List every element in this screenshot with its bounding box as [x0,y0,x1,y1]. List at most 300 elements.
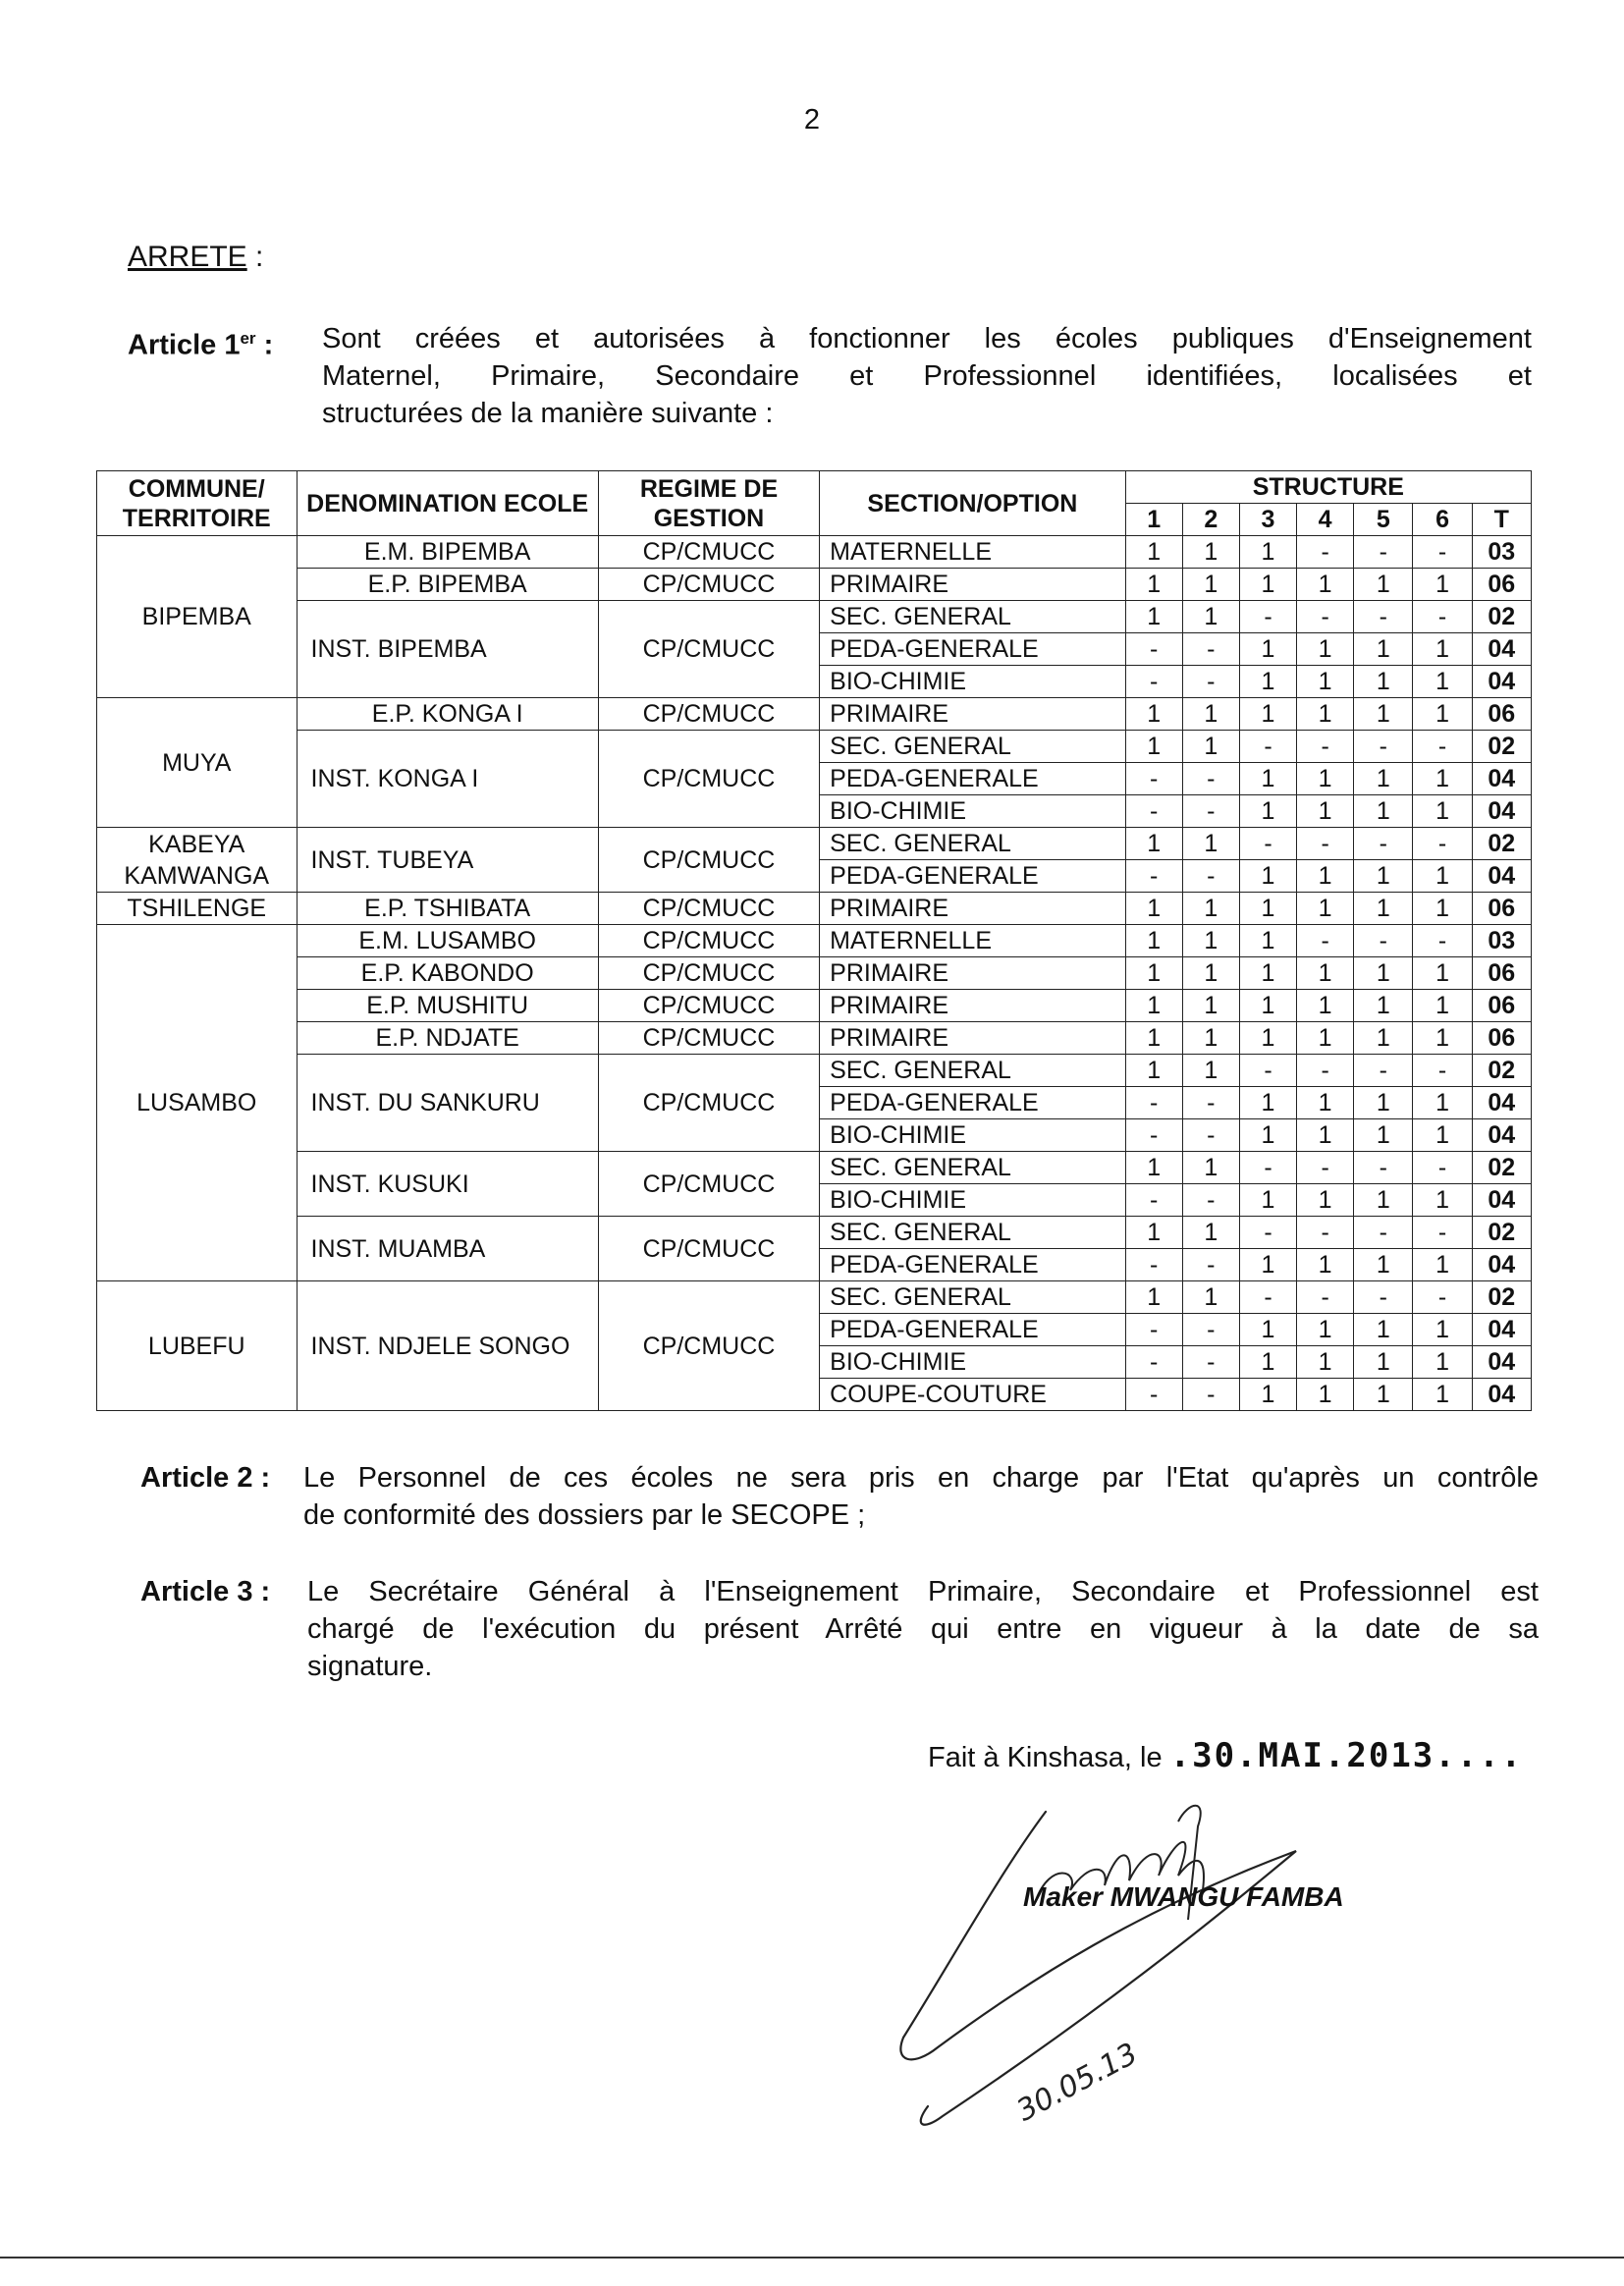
level-cell: 1 [1354,698,1413,731]
level-cell: - [1354,828,1413,860]
level-cell: 1 [1413,1087,1472,1119]
table-row [97,893,1532,925]
section-cell: BIO-CHIMIE [820,1184,1125,1217]
total-cell: 02 [1472,601,1531,633]
level-cell: 1 [1239,1379,1296,1411]
regime-cell: CP/CMUCC [598,828,819,893]
total-cell: 04 [1472,633,1531,666]
level-cell: 1 [1297,893,1354,925]
level-cell: 1 [1125,569,1182,601]
section-cell: MATERNELLE [820,925,1125,957]
level-cell: 1 [1354,569,1413,601]
total-cell: 02 [1472,1217,1531,1249]
level-cell: - [1297,731,1354,763]
section-cell: SEC. GENERAL [820,1152,1125,1184]
section-cell: BIO-CHIMIE [820,795,1125,828]
table-row [97,731,1532,763]
header-level-2: 2 [1182,504,1239,536]
signature-place: Fait à Kinshasa, le [928,1742,1163,1773]
article-1-line: structurées de la manière suivante : [322,398,774,429]
section-cell: PEDA-GENERALE [820,1314,1125,1346]
regime-cell: CP/CMUCC [598,925,819,957]
table-row [97,698,1532,731]
article-1-line: Maternel, Primaire, Secondaire et Professionnel identifiées, localisées et [322,360,1532,392]
level-cell: 1 [1354,1314,1413,1346]
table-row [97,990,1532,1022]
table-row [97,1281,1532,1314]
school-cell: INST. DU SANKURU [297,1055,598,1152]
level-cell: 1 [1297,569,1354,601]
heading-text: ARRETE [128,241,247,273]
level-cell: 1 [1182,957,1239,990]
level-cell: - [1125,1379,1182,1411]
table-row [97,569,1532,601]
article-3-line: signature. [307,1651,433,1682]
level-cell: - [1239,731,1296,763]
regime-cell: CP/CMUCC [598,1022,819,1055]
article-1-text [322,320,1532,432]
school-cell: E.P. BIPEMBA [297,569,598,601]
level-cell: 1 [1354,1379,1413,1411]
level-cell: 1 [1182,731,1239,763]
header-level-3: 3 [1239,504,1296,536]
section-cell: PRIMAIRE [820,957,1125,990]
section-cell: COUPE-COUTURE [820,1379,1125,1411]
level-cell: 1 [1413,860,1472,893]
school-cell: E.P. MUSHITU [297,990,598,1022]
decree-heading [128,241,263,274]
level-cell: - [1239,601,1296,633]
total-cell: 04 [1472,1379,1531,1411]
level-cell: - [1413,828,1472,860]
section-cell: PEDA-GENERALE [820,1087,1125,1119]
level-cell: 1 [1297,1346,1354,1379]
total-cell: 04 [1472,1087,1531,1119]
section-cell: PEDA-GENERALE [820,633,1125,666]
level-cell: - [1297,1217,1354,1249]
level-cell: 1 [1354,893,1413,925]
level-cell: 1 [1297,1022,1354,1055]
regime-cell: CP/CMUCC [598,536,819,569]
level-cell: 1 [1125,1022,1182,1055]
level-cell: - [1354,601,1413,633]
school-cell: INST. NDJELE SONGO [297,1281,598,1411]
level-cell: - [1297,601,1354,633]
header-denomination: DENOMINATION ECOLE [297,471,598,536]
level-cell: - [1413,1152,1472,1184]
level-cell: - [1413,1217,1472,1249]
section-cell: BIO-CHIMIE [820,1346,1125,1379]
level-cell: - [1413,925,1472,957]
section-cell: PEDA-GENERALE [820,860,1125,893]
section-cell: SEC. GENERAL [820,1055,1125,1087]
level-cell: 1 [1239,893,1296,925]
school-cell: E.P. TSHIBATA [297,893,598,925]
level-cell: 1 [1354,1184,1413,1217]
level-cell: 1 [1413,990,1472,1022]
article-3-label: Article 3 : [140,1576,271,1607]
header-commune: COMMUNE/ TERRITOIRE [97,471,298,536]
level-cell: 1 [1413,1022,1472,1055]
level-cell: 1 [1239,990,1296,1022]
level-cell: 1 [1297,633,1354,666]
level-cell: 1 [1125,698,1182,731]
level-cell: 1 [1125,601,1182,633]
handwritten-date-note: 30.05.13 [1010,2036,1144,2129]
header-level-6: 6 [1413,504,1472,536]
level-cell: 1 [1297,1184,1354,1217]
total-cell: 03 [1472,536,1531,569]
level-cell: 1 [1239,763,1296,795]
level-cell: - [1182,633,1239,666]
table-row [97,601,1532,633]
level-cell: - [1125,1314,1182,1346]
level-cell: 1 [1182,828,1239,860]
level-cell: - [1182,666,1239,698]
level-cell: 1 [1413,763,1472,795]
level-cell: - [1125,633,1182,666]
level-cell: 1 [1297,860,1354,893]
level-cell: - [1413,1055,1472,1087]
article-1-label-sup: er [240,329,256,348]
section-cell: PRIMAIRE [820,569,1125,601]
level-cell: 1 [1182,990,1239,1022]
level-cell: 1 [1239,666,1296,698]
level-cell: 1 [1239,569,1296,601]
level-cell: - [1354,1152,1413,1184]
level-cell: - [1182,1249,1239,1281]
level-cell: 1 [1125,990,1182,1022]
level-cell: 1 [1239,957,1296,990]
level-cell: 1 [1297,763,1354,795]
signature-date: .30.MAI.2013.... [1169,1736,1524,1775]
level-cell: 1 [1297,990,1354,1022]
level-cell: 1 [1413,633,1472,666]
level-cell: - [1413,601,1472,633]
header-level-5: 5 [1354,504,1413,536]
school-cell: INST. KONGA I [297,731,598,828]
regime-cell: CP/CMUCC [598,990,819,1022]
school-cell: E.P. KABONDO [297,957,598,990]
level-cell: - [1125,1087,1182,1119]
level-cell: 1 [1125,1055,1182,1087]
level-cell: - [1239,1281,1296,1314]
level-cell: - [1297,925,1354,957]
total-cell: 06 [1472,698,1531,731]
total-cell: 04 [1472,666,1531,698]
section-cell: SEC. GENERAL [820,1281,1125,1314]
article-3-line: Le Secrétaire Général à l'Enseignement Primaire, Secondaire et Professionnel est [307,1576,1539,1607]
level-cell: 1 [1354,1022,1413,1055]
total-cell: 06 [1472,1022,1531,1055]
page-number: 2 [803,104,821,136]
level-cell: 1 [1297,957,1354,990]
table-row [97,1217,1532,1249]
level-cell: 1 [1297,666,1354,698]
footer-rule [0,2257,1624,2259]
section-cell: PRIMAIRE [820,1022,1125,1055]
commune-cell: LUBEFU [97,1281,298,1411]
level-cell: 1 [1239,1119,1296,1152]
level-cell: 1 [1239,1184,1296,1217]
regime-cell: CP/CMUCC [598,601,819,698]
total-cell: 02 [1472,1055,1531,1087]
level-cell: - [1182,1119,1239,1152]
level-cell: 1 [1413,698,1472,731]
level-cell: 1 [1413,1184,1472,1217]
total-cell: 02 [1472,731,1531,763]
table-row [97,536,1532,569]
total-cell: 04 [1472,763,1531,795]
level-cell: 1 [1354,990,1413,1022]
total-cell: 06 [1472,990,1531,1022]
level-cell: 1 [1125,1152,1182,1184]
total-cell: 04 [1472,1249,1531,1281]
total-cell: 06 [1472,957,1531,990]
level-cell: 1 [1239,860,1296,893]
level-cell: 1 [1413,1119,1472,1152]
level-cell: 1 [1354,1119,1413,1152]
heading-colon: : [246,241,264,273]
level-cell: 1 [1239,698,1296,731]
table-row [97,828,1532,860]
level-cell: 1 [1125,731,1182,763]
commune-cell: KABEYA KAMWANGA [97,828,298,893]
level-cell: 1 [1125,536,1182,569]
section-cell: PEDA-GENERALE [820,763,1125,795]
regime-cell: CP/CMUCC [598,893,819,925]
header-level-4: 4 [1297,504,1354,536]
article-3-text [307,1573,1539,1685]
level-cell: 1 [1297,1379,1354,1411]
section-cell: PRIMAIRE [820,698,1125,731]
level-cell: - [1182,860,1239,893]
level-cell: - [1413,1281,1472,1314]
commune-cell: LUSAMBO [97,925,298,1281]
table-row [97,1055,1532,1087]
level-cell: 1 [1413,1379,1472,1411]
level-cell: - [1182,1314,1239,1346]
school-cell: E.M. BIPEMBA [297,536,598,569]
school-cell: INST. TUBEYA [297,828,598,893]
level-cell: 1 [1413,1249,1472,1281]
total-cell: 04 [1472,1184,1531,1217]
header-regime: REGIME DE GESTION [598,471,819,536]
level-cell: - [1297,1152,1354,1184]
level-cell: - [1413,536,1472,569]
table-row [97,925,1532,957]
level-cell: 1 [1413,1346,1472,1379]
level-cell: - [1297,828,1354,860]
level-cell: 1 [1239,1314,1296,1346]
level-cell: - [1354,536,1413,569]
level-cell: - [1239,1055,1296,1087]
level-cell: 1 [1354,633,1413,666]
total-cell: 02 [1472,828,1531,860]
level-cell: 1 [1413,893,1472,925]
level-cell: 1 [1413,1314,1472,1346]
level-cell: - [1125,1119,1182,1152]
article-2-line: Le Personnel de ces écoles ne sera pris en charge par l'Etat qu'après un contrôle [303,1462,1539,1494]
level-cell: 1 [1125,893,1182,925]
section-cell: PRIMAIRE [820,893,1125,925]
level-cell: - [1354,731,1413,763]
total-cell: 02 [1472,1152,1531,1184]
level-cell: 1 [1354,957,1413,990]
schools-body [97,536,1532,1411]
total-cell: 04 [1472,1314,1531,1346]
level-cell: 1 [1354,763,1413,795]
school-cell: E.P. KONGA I [297,698,598,731]
level-cell: 1 [1354,1087,1413,1119]
commune-cell: TSHILENGE [97,893,298,925]
level-cell: - [1182,1346,1239,1379]
level-cell: 1 [1125,1281,1182,1314]
level-cell: 1 [1182,569,1239,601]
header-level-7: T [1472,504,1531,536]
level-cell: 1 [1354,860,1413,893]
level-cell: 1 [1297,1314,1354,1346]
school-cell: INST. BIPEMBA [297,601,598,698]
article-1-line: Sont créées et autorisées à fonctionner les écoles publiques d'Enseignement [322,323,1532,354]
level-cell: - [1297,1281,1354,1314]
table-row [97,1152,1532,1184]
school-cell: E.M. LUSAMBO [297,925,598,957]
level-cell: - [1125,666,1182,698]
total-cell: 04 [1472,860,1531,893]
level-cell: 1 [1413,795,1472,828]
level-cell: 1 [1182,1217,1239,1249]
level-cell: - [1182,763,1239,795]
level-cell: 1 [1297,1087,1354,1119]
section-cell: BIO-CHIMIE [820,1119,1125,1152]
level-cell: 1 [1182,1281,1239,1314]
level-cell: 1 [1239,536,1296,569]
total-cell: 03 [1472,925,1531,957]
total-cell: 02 [1472,1281,1531,1314]
level-cell: - [1354,1281,1413,1314]
article-3-line: chargé de l'exécution du présent Arrêté qui entre en vigueur à la date de sa [307,1613,1539,1645]
school-cell: E.P. NDJATE [297,1022,598,1055]
schools-table [96,470,1532,1411]
level-cell: 1 [1354,666,1413,698]
handwritten-signature-icon [884,1782,1394,2155]
level-cell: - [1297,1055,1354,1087]
level-cell: 1 [1182,1055,1239,1087]
header-section: SECTION/OPTION [820,471,1125,536]
regime-cell: CP/CMUCC [598,957,819,990]
level-cell: 1 [1182,1022,1239,1055]
section-cell: SEC. GENERAL [820,601,1125,633]
section-cell: SEC. GENERAL [820,1217,1125,1249]
table-row [97,1022,1532,1055]
article-1-label [128,320,273,364]
commune-cell: BIPEMBA [97,536,298,698]
article-1-label-colon: : [255,329,274,361]
level-cell: - [1239,1152,1296,1184]
total-cell: 06 [1472,569,1531,601]
total-cell: 04 [1472,1346,1531,1379]
level-cell: 1 [1239,1087,1296,1119]
level-cell: 1 [1125,925,1182,957]
level-cell: 1 [1297,698,1354,731]
section-cell: PRIMAIRE [820,990,1125,1022]
table-row [97,957,1532,990]
level-cell: 1 [1182,893,1239,925]
article-2-line: de conformité des dossiers par le SECOPE ; [303,1499,866,1531]
level-cell: 1 [1239,795,1296,828]
level-cell: 1 [1413,569,1472,601]
level-cell: 1 [1239,1346,1296,1379]
regime-cell: CP/CMUCC [598,1055,819,1152]
level-cell: - [1182,795,1239,828]
level-cell: 1 [1297,1249,1354,1281]
section-cell: SEC. GENERAL [820,828,1125,860]
level-cell: - [1125,1249,1182,1281]
level-cell: - [1239,828,1296,860]
level-cell: 1 [1413,666,1472,698]
article-2-label: Article 2 : [140,1462,271,1494]
level-cell: - [1354,1217,1413,1249]
level-cell: - [1182,1379,1239,1411]
level-cell: 1 [1239,925,1296,957]
level-cell: 1 [1125,957,1182,990]
level-cell: 1 [1182,601,1239,633]
signatory-name: Maker MWANGU FAMBA [1023,1881,1344,1912]
level-cell: - [1125,795,1182,828]
school-cell: INST. KUSUKI [297,1152,598,1217]
commune-cell: MUYA [97,698,298,828]
level-cell: - [1297,536,1354,569]
header-structure: STRUCTURE [1125,471,1531,504]
section-cell: MATERNELLE [820,536,1125,569]
level-cell: 1 [1239,1022,1296,1055]
regime-cell: CP/CMUCC [598,1217,819,1281]
level-cell: - [1125,860,1182,893]
regime-cell: CP/CMUCC [598,698,819,731]
total-cell: 06 [1472,893,1531,925]
level-cell: - [1125,1184,1182,1217]
total-cell: 04 [1472,1119,1531,1152]
level-cell: - [1413,731,1472,763]
level-cell: 1 [1413,957,1472,990]
level-cell: 1 [1239,1249,1296,1281]
article-2-text [303,1459,1539,1534]
regime-cell: CP/CMUCC [598,569,819,601]
section-cell: SEC. GENERAL [820,731,1125,763]
level-cell: 1 [1354,1249,1413,1281]
level-cell: 1 [1125,1217,1182,1249]
article-1-label-text: Article 1 [128,329,241,361]
regime-cell: CP/CMUCC [598,731,819,828]
total-cell: 04 [1472,795,1531,828]
level-cell: 1 [1297,795,1354,828]
school-cell: INST. MUAMBA [297,1217,598,1281]
header-level-1: 1 [1125,504,1182,536]
level-cell: 1 [1239,633,1296,666]
level-cell: - [1182,1184,1239,1217]
regime-cell: CP/CMUCC [598,1281,819,1411]
level-cell: 1 [1125,828,1182,860]
level-cell: - [1239,1217,1296,1249]
signature-place-date [928,1736,1523,1775]
level-cell: 1 [1297,1119,1354,1152]
level-cell: - [1182,1087,1239,1119]
section-cell: PEDA-GENERALE [820,1249,1125,1281]
level-cell: 1 [1182,1152,1239,1184]
level-cell: - [1125,1346,1182,1379]
level-cell: 1 [1354,795,1413,828]
